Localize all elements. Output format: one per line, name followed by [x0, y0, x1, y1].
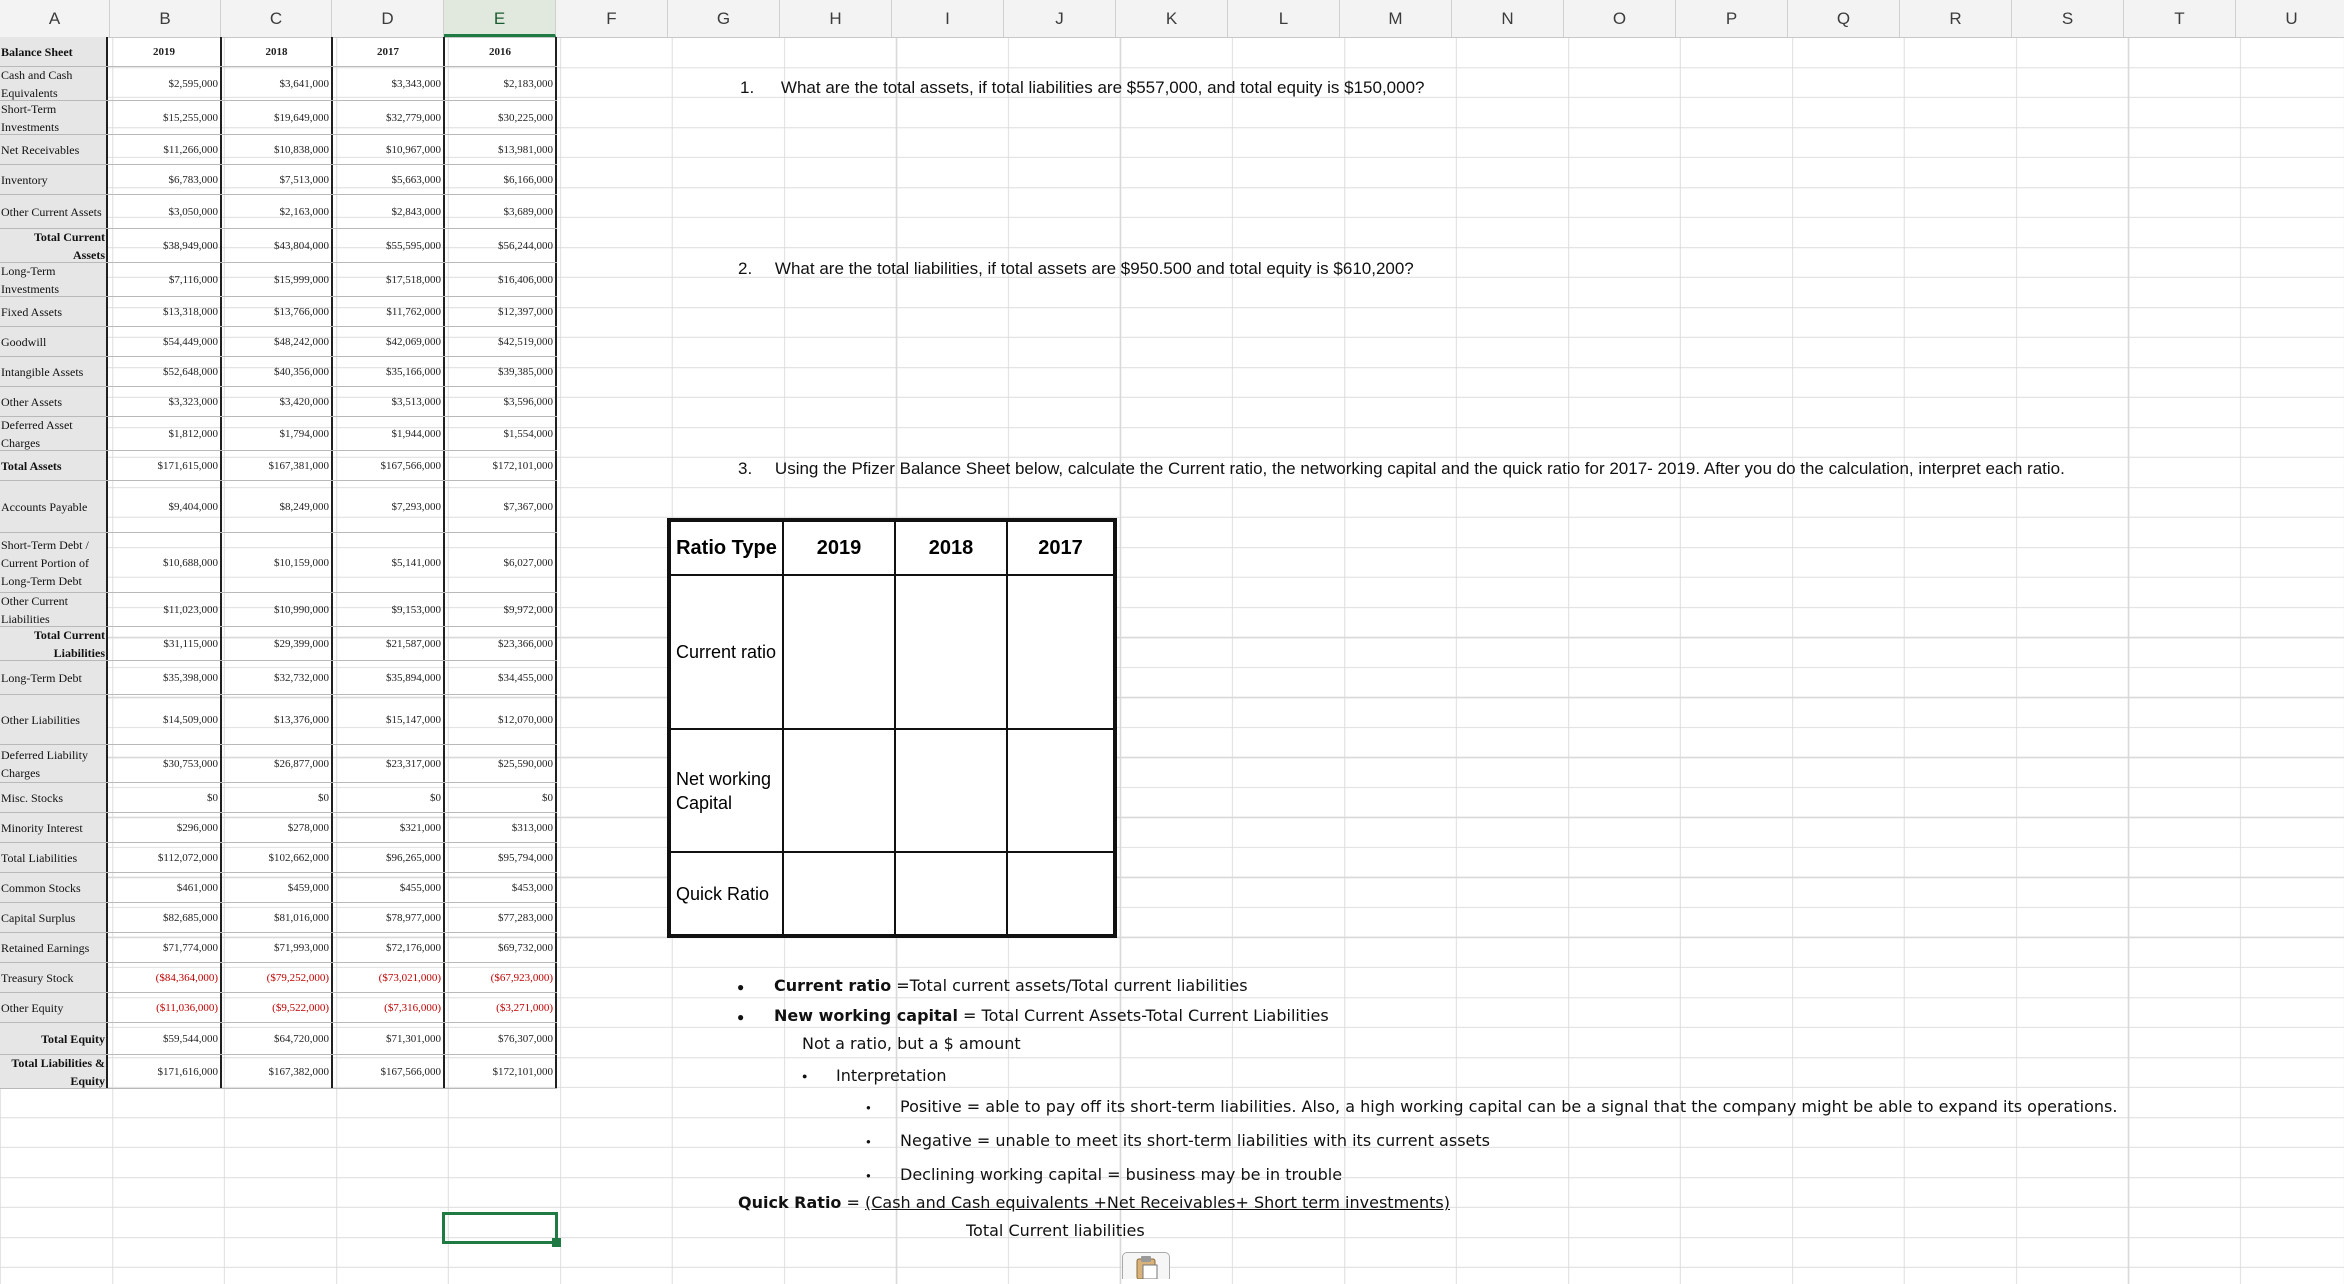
value-cell[interactable]: $1,812,000 [108, 417, 222, 450]
bullet-icon: ● [866, 1103, 871, 1112]
question-1-text: What are the total assets, if total liabilities are $557,000, and total equity is $150,000? [780, 78, 1425, 97]
value-cell[interactable]: $11,023,000 [108, 593, 222, 626]
value-cell[interactable]: ($7,316,000) [333, 993, 445, 1022]
value-cell[interactable]: $112,072,000 [108, 843, 222, 872]
column-header-c[interactable]: C [221, 0, 332, 37]
value-cell[interactable]: $3,689,000 [445, 195, 557, 228]
balance-sheet-row [0, 135, 557, 165]
value-cell[interactable]: $11,762,000 [333, 297, 445, 326]
value-cell[interactable]: $8,249,000 [222, 481, 333, 532]
value-cell[interactable]: $30,753,000 [108, 745, 222, 782]
row-label[interactable]: Long-Term Debt [0, 661, 108, 694]
value-cell[interactable]: $102,662,000 [222, 843, 333, 872]
value-cell[interactable]: $96,265,000 [333, 843, 445, 872]
value-cell[interactable]: ($79,252,000) [222, 963, 333, 992]
balance-sheet-row [0, 229, 557, 263]
value-cell[interactable]: $6,027,000 [445, 533, 557, 592]
value-cell[interactable]: $14,509,000 [108, 695, 222, 744]
value-cell[interactable]: $461,000 [108, 873, 222, 902]
balance-sheet-row [0, 661, 557, 695]
ratio-cell[interactable] [1007, 575, 1114, 729]
balance-sheet-row [0, 195, 557, 229]
value-cell[interactable]: $3,420,000 [222, 387, 333, 416]
row-label[interactable]: Long-Term Investments [0, 263, 108, 296]
value-cell[interactable]: $21,587,000 [333, 627, 445, 660]
bullet-icon: ● [737, 980, 745, 994]
negative-note[interactable]: Negative = unable to meet its short-term liabilities with its current assets [900, 1131, 1490, 1150]
working-capital-note[interactable] [774, 1006, 1329, 1025]
value-cell[interactable]: $52,648,000 [108, 357, 222, 386]
value-cell[interactable]: $10,688,000 [108, 533, 222, 592]
column-header-n[interactable]: N [1452, 0, 1564, 37]
value-cell[interactable]: $82,685,000 [108, 903, 222, 932]
ratio-cell[interactable] [895, 729, 1007, 852]
value-cell[interactable]: $30,225,000 [445, 101, 557, 134]
balance-sheet-row [0, 481, 557, 533]
row-label[interactable]: Total Assets [0, 451, 108, 480]
balance-sheet-row [0, 357, 557, 387]
paste-options-icon[interactable] [1122, 1252, 1170, 1279]
current-ratio-term: Current ratio [774, 976, 892, 995]
balance-sheet-row [0, 873, 557, 903]
balance-sheet-row [0, 745, 557, 783]
value-cell[interactable]: $2,843,000 [333, 195, 445, 228]
value-cell[interactable]: $64,720,000 [222, 1023, 333, 1054]
value-cell[interactable]: $19,649,000 [222, 101, 333, 134]
value-cell[interactable]: $3,641,000 [222, 67, 333, 100]
value-cell[interactable]: $32,779,000 [333, 101, 445, 134]
value-cell[interactable]: ($9,522,000) [222, 993, 333, 1022]
value-cell[interactable]: $16,406,000 [445, 263, 557, 296]
value-cell[interactable]: $0 [445, 783, 557, 812]
bullet-icon: ● [866, 1137, 871, 1146]
value-cell[interactable]: $76,307,000 [445, 1023, 557, 1054]
ratio-cell[interactable] [783, 729, 895, 852]
ratio-cell[interactable] [1007, 729, 1114, 852]
balance-sheet-row [0, 933, 557, 963]
row-label[interactable]: Accounts Payable [0, 481, 108, 532]
ratio-row-net-working-capital[interactable]: Net working Capital [670, 729, 783, 852]
value-cell[interactable]: $48,242,000 [222, 327, 333, 356]
balance-sheet-row [0, 101, 557, 135]
value-cell[interactable]: $7,367,000 [445, 481, 557, 532]
row-label[interactable]: Goodwill [0, 327, 108, 356]
balance-sheet-header-row [0, 37, 557, 67]
quick-ratio-numerator: (Cash and Cash equivalents +Net Receivables+ Short term investments) [865, 1193, 1450, 1212]
value-cell[interactable]: $72,176,000 [333, 933, 445, 962]
row-label[interactable]: Minority Interest [0, 813, 108, 842]
year-header-2019[interactable]: 2019 [783, 521, 895, 575]
column-header-e[interactable]: E [444, 0, 556, 37]
row-label[interactable]: Other Equity [0, 993, 108, 1022]
value-cell[interactable]: $278,000 [222, 813, 333, 842]
ratio-table [667, 518, 1117, 938]
balance-sheet-row [0, 165, 557, 195]
column-header-d[interactable]: D [332, 0, 444, 37]
row-label[interactable]: Other Current Liabilities [0, 593, 108, 626]
year-header[interactable]: 2016 [445, 37, 557, 66]
working-capital-definition: = Total Current Assets-Total Current Liabilities [957, 1006, 1329, 1025]
value-cell[interactable]: $12,397,000 [445, 297, 557, 326]
balance-sheet-row [0, 593, 557, 627]
column-header-j[interactable]: J [1004, 0, 1116, 37]
balance-sheet-title[interactable]: Balance Sheet [0, 37, 108, 66]
value-cell[interactable]: $6,166,000 [445, 165, 557, 194]
value-cell[interactable]: $2,183,000 [445, 67, 557, 100]
row-label[interactable]: Other Current Assets [0, 195, 108, 228]
value-cell[interactable]: $7,293,000 [333, 481, 445, 532]
value-cell[interactable]: $3,050,000 [108, 195, 222, 228]
column-header-p[interactable]: P [1676, 0, 1788, 37]
row-label[interactable]: Other Liabilities [0, 695, 108, 744]
question-2[interactable] [738, 259, 1414, 279]
question-2-number: 2. [738, 259, 753, 278]
value-cell[interactable]: $34,455,000 [445, 661, 557, 694]
value-cell[interactable]: $10,990,000 [222, 593, 333, 626]
row-label[interactable]: Capital Surplus [0, 903, 108, 932]
value-cell[interactable]: $13,318,000 [108, 297, 222, 326]
value-cell[interactable]: $10,838,000 [222, 135, 333, 164]
value-cell[interactable]: $10,159,000 [222, 533, 333, 592]
question-3[interactable] [738, 459, 2065, 479]
column-header-u[interactable]: U [2236, 0, 2344, 37]
declining-note[interactable]: Declining working capital = business may be in trouble [900, 1165, 1343, 1184]
quick-ratio-denominator[interactable]: Total Current liabilities [966, 1221, 1145, 1240]
value-cell[interactable]: $35,894,000 [333, 661, 445, 694]
value-cell[interactable]: $9,972,000 [445, 593, 557, 626]
column-header-m[interactable]: M [1340, 0, 1452, 37]
value-cell[interactable]: $42,519,000 [445, 327, 557, 356]
value-cell[interactable]: $7,116,000 [108, 263, 222, 296]
value-cell[interactable]: $1,794,000 [222, 417, 333, 450]
value-cell[interactable]: $5,141,000 [333, 533, 445, 592]
balance-sheet-row [0, 327, 557, 357]
row-label[interactable]: Misc. Stocks [0, 783, 108, 812]
row-label[interactable]: Deferred Asset Charges [0, 417, 108, 450]
value-cell[interactable]: $7,513,000 [222, 165, 333, 194]
not-ratio-note[interactable]: Not a ratio, but a $ amount [802, 1034, 1021, 1053]
value-cell[interactable]: $32,732,000 [222, 661, 333, 694]
quick-ratio-equals: = [841, 1193, 865, 1212]
column-header-q[interactable]: Q [1788, 0, 1900, 37]
column-header-l[interactable]: L [1228, 0, 1340, 37]
value-cell[interactable]: $167,566,000 [333, 1055, 445, 1088]
row-label[interactable]: Total Equity [0, 1023, 108, 1054]
current-ratio-definition: =Total current assets/Total current liabilities [891, 976, 1248, 995]
value-cell[interactable]: $81,016,000 [222, 903, 333, 932]
value-cell[interactable]: $29,399,000 [222, 627, 333, 660]
value-cell[interactable]: $69,732,000 [445, 933, 557, 962]
year-header[interactable]: 2017 [333, 37, 445, 66]
balance-sheet-row [0, 533, 557, 593]
balance-sheet-row [0, 783, 557, 813]
balance-sheet-row [0, 417, 557, 451]
value-cell[interactable]: $25,590,000 [445, 745, 557, 782]
working-capital-term: New working capital [774, 1006, 958, 1025]
value-cell[interactable]: $31,115,000 [108, 627, 222, 660]
row-label[interactable]: Inventory [0, 165, 108, 194]
ratio-cell[interactable] [895, 852, 1007, 935]
quick-ratio-formula[interactable] [738, 1193, 1450, 1212]
value-cell[interactable]: $15,147,000 [333, 695, 445, 744]
value-cell[interactable]: $167,381,000 [222, 451, 333, 480]
value-cell[interactable]: $55,595,000 [333, 229, 445, 262]
balance-sheet-row [0, 903, 557, 933]
row-label[interactable]: Cash and Cash Equivalents [0, 67, 108, 100]
value-cell[interactable]: $171,615,000 [108, 451, 222, 480]
value-cell[interactable]: $71,774,000 [108, 933, 222, 962]
ratio-cell[interactable] [783, 852, 895, 935]
value-cell[interactable]: $23,366,000 [445, 627, 557, 660]
current-ratio-note[interactable] [774, 976, 1248, 995]
value-cell[interactable]: $2,163,000 [222, 195, 333, 228]
bullet-icon: ● [802, 1071, 808, 1081]
value-cell[interactable]: ($3,271,000) [445, 993, 557, 1022]
value-cell[interactable]: $26,877,000 [222, 745, 333, 782]
column-header-o[interactable]: O [1564, 0, 1676, 37]
year-header[interactable]: 2018 [222, 37, 333, 66]
question-1[interactable] [740, 78, 1425, 98]
row-label[interactable]: Treasury Stock [0, 963, 108, 992]
value-cell[interactable]: $12,070,000 [445, 695, 557, 744]
value-cell[interactable]: ($73,021,000) [333, 963, 445, 992]
row-label[interactable]: Deferred Liability Charges [0, 745, 108, 782]
year-header[interactable]: 2019 [108, 37, 222, 66]
column-header-a[interactable]: A [0, 0, 110, 37]
bullet-icon: ● [737, 1010, 745, 1024]
column-header-b[interactable]: B [110, 0, 221, 37]
column-header-k[interactable]: K [1116, 0, 1228, 37]
value-cell[interactable]: $39,385,000 [445, 357, 557, 386]
value-cell[interactable]: $43,804,000 [222, 229, 333, 262]
balance-sheet-row [0, 297, 557, 327]
value-cell[interactable]: $1,944,000 [333, 417, 445, 450]
row-label[interactable]: Net Receivables [0, 135, 108, 164]
column-header-bar [0, 0, 2344, 38]
balance-sheet-row [0, 993, 557, 1023]
question-3-number: 3. [738, 459, 753, 478]
ratio-type-header[interactable]: Ratio Type [670, 521, 783, 575]
column-header-h[interactable]: H [780, 0, 892, 37]
value-cell[interactable]: $321,000 [333, 813, 445, 842]
value-cell[interactable]: $0 [222, 783, 333, 812]
column-header-f[interactable]: F [556, 0, 668, 37]
value-cell[interactable]: $172,101,000 [445, 451, 557, 480]
value-cell[interactable]: $13,376,000 [222, 695, 333, 744]
value-cell[interactable]: $13,766,000 [222, 297, 333, 326]
year-header-2017[interactable]: 2017 [1007, 521, 1114, 575]
balance-sheet-row [0, 263, 557, 297]
value-cell[interactable]: $453,000 [445, 873, 557, 902]
balance-sheet-row [0, 695, 557, 745]
row-label[interactable]: Total Liabilities [0, 843, 108, 872]
balance-sheet-row [0, 813, 557, 843]
balance-sheet-row [0, 963, 557, 993]
row-label[interactable]: Short-Term Investments [0, 101, 108, 134]
balance-sheet-row [0, 843, 557, 873]
value-cell[interactable]: $3,323,000 [108, 387, 222, 416]
question-3-text: Using the Pfizer Balance Sheet below, calculate the Current ratio, the networking capital and the quick ratio for 2017- 2019. After you do the calculation, interpret each ratio. [774, 459, 2065, 478]
value-cell[interactable]: $3,343,000 [333, 67, 445, 100]
value-cell[interactable]: $23,317,000 [333, 745, 445, 782]
row-label[interactable]: Total Current Liabilities [0, 627, 108, 660]
value-cell[interactable]: $11,266,000 [108, 135, 222, 164]
balance-sheet-row [0, 1055, 557, 1089]
value-cell[interactable]: $56,244,000 [445, 229, 557, 262]
ratio-cell[interactable] [1007, 852, 1114, 935]
positive-note[interactable]: Positive = able to pay off its short-term liabilities. Also, a high working capital can be a signal that the company might be able to expand its operations. [900, 1097, 2118, 1116]
value-cell[interactable]: $10,967,000 [333, 135, 445, 164]
value-cell[interactable]: $78,977,000 [333, 903, 445, 932]
value-cell[interactable]: $171,616,000 [108, 1055, 222, 1088]
value-cell[interactable]: ($67,923,000) [445, 963, 557, 992]
value-cell[interactable]: $15,255,000 [108, 101, 222, 134]
balance-sheet-row [0, 387, 557, 417]
row-label[interactable]: Short-Term Debt / Current Portion of Long-Term Debt [0, 533, 108, 592]
value-cell[interactable]: $35,398,000 [108, 661, 222, 694]
value-cell[interactable]: $172,101,000 [445, 1055, 557, 1088]
value-cell[interactable]: $9,404,000 [108, 481, 222, 532]
value-cell[interactable]: $15,999,000 [222, 263, 333, 296]
value-cell[interactable]: $71,301,000 [333, 1023, 445, 1054]
balance-sheet-row [0, 67, 557, 101]
quick-ratio-term: Quick Ratio [738, 1193, 842, 1212]
value-cell[interactable]: $13,981,000 [445, 135, 557, 164]
column-header-r[interactable]: R [1900, 0, 2012, 37]
ratio-cell[interactable] [895, 575, 1007, 729]
value-cell[interactable]: ($84,364,000) [108, 963, 222, 992]
selected-cell[interactable] [442, 1212, 558, 1244]
value-cell[interactable]: $313,000 [445, 813, 557, 842]
value-cell[interactable]: $5,663,000 [333, 165, 445, 194]
balance-sheet-row [0, 627, 557, 661]
value-cell[interactable]: $1,554,000 [445, 417, 557, 450]
value-cell[interactable]: $0 [108, 783, 222, 812]
value-cell[interactable]: $9,153,000 [333, 593, 445, 626]
row-label[interactable]: Total Current Assets [0, 229, 108, 262]
year-header-2018[interactable]: 2018 [895, 521, 1007, 575]
bullet-icon: ● [866, 1171, 871, 1180]
interpretation-heading[interactable]: Interpretation [836, 1066, 947, 1085]
value-cell[interactable]: $40,356,000 [222, 357, 333, 386]
column-header-s[interactable]: S [2012, 0, 2124, 37]
value-cell[interactable]: $3,596,000 [445, 387, 557, 416]
value-cell[interactable]: $42,069,000 [333, 327, 445, 356]
row-label[interactable]: Common Stocks [0, 873, 108, 902]
value-cell[interactable]: $2,595,000 [108, 67, 222, 100]
row-label[interactable]: Retained Earnings [0, 933, 108, 962]
ratio-cell[interactable] [783, 575, 895, 729]
row-label[interactable]: Fixed Assets [0, 297, 108, 326]
ratio-row-current-ratio[interactable]: Current ratio [670, 575, 783, 729]
question-1-number: 1. [740, 78, 755, 97]
value-cell[interactable]: $0 [333, 783, 445, 812]
value-cell[interactable]: $17,518,000 [333, 263, 445, 296]
value-cell[interactable]: $296,000 [108, 813, 222, 842]
value-cell[interactable]: $35,166,000 [333, 357, 445, 386]
value-cell[interactable]: $54,449,000 [108, 327, 222, 356]
value-cell[interactable]: $77,283,000 [445, 903, 557, 932]
ratio-row-quick-ratio[interactable]: Quick Ratio [670, 852, 783, 935]
value-cell[interactable]: ($11,036,000) [108, 993, 222, 1022]
question-2-text: What are the total liabilities, if total assets are $950.500 and total equity is $610,200? [774, 259, 1414, 278]
column-header-g[interactable]: G [668, 0, 780, 37]
row-label[interactable]: Other Assets [0, 387, 108, 416]
value-cell[interactable]: $455,000 [333, 873, 445, 902]
balance-sheet-row [0, 451, 557, 481]
column-header-i[interactable]: I [892, 0, 1004, 37]
value-cell[interactable]: $71,993,000 [222, 933, 333, 962]
row-label[interactable]: Total Liabilities & Equity [0, 1055, 108, 1088]
value-cell[interactable]: $59,544,000 [108, 1023, 222, 1054]
value-cell[interactable]: $3,513,000 [333, 387, 445, 416]
value-cell[interactable]: $95,794,000 [445, 843, 557, 872]
value-cell[interactable]: $459,000 [222, 873, 333, 902]
value-cell[interactable]: $167,566,000 [333, 451, 445, 480]
value-cell[interactable]: $167,382,000 [222, 1055, 333, 1088]
value-cell[interactable]: $38,949,000 [108, 229, 222, 262]
value-cell[interactable]: $6,783,000 [108, 165, 222, 194]
column-header-t[interactable]: T [2124, 0, 2236, 37]
row-label[interactable]: Intangible Assets [0, 357, 108, 386]
balance-sheet-row [0, 1023, 557, 1055]
